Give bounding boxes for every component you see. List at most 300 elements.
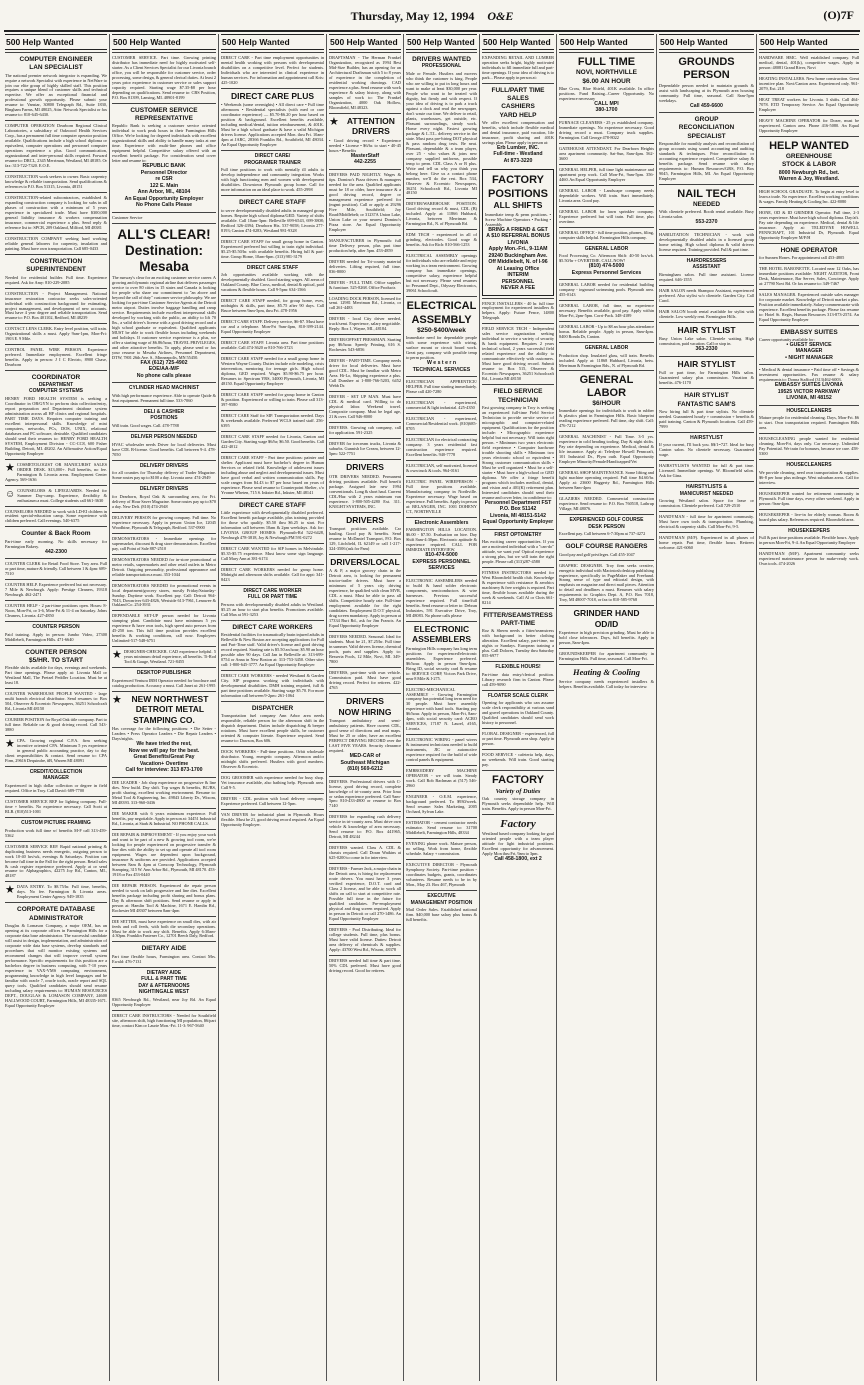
classified-ad [221,88,324,150]
ad-body: Immediate openings for individuals to work in rubber & plastics plant in Farmington Hills. Basic blueprint reading experience preferred. Full time, day shift. Call: 476-7212 [559,408,654,429]
ad-body: DRIVERS - Pool Distributing. Ideal for college students. Full time, plus bonus. Must have valid license. Duties: Detroit area delivery of chemicals & supplies. Apply: 43700 West Rd., Wixom, 48378 [329,927,401,953]
ad-body: HANDYMAN (M/F). Experienced in all phases of home repair. Part time, flexible hours. Retirees welcome. 421-6060 [659,535,754,551]
ad-title: DESK PERSON [588,523,625,530]
classified-ad [329,667,401,693]
ad-contact-line: Express Personnel Services [571,269,642,276]
classified-ad [406,838,477,859]
ad-body: ELECTRICIAN APPRENTICE/ HELPER. Full time starting immediately. Please call 420-7280 [406,379,477,394]
ad-body: Persons with developmentally disabled adults in Westland. $5.25 an hour to start plus benefits. Promotions available. Call Max at 591-3253 [221,601,324,617]
ad-body: COUNSELORS NEEDED to work with LD-EI children in resident special-education camp. Some experience with children preferred. Call evenings. 540-6375 [5,508,107,524]
classified-ad [759,243,859,263]
ad-body: GENERAL LABOR needed for residential building company - inground swimming pools. Plymouth area. 455-0143 [559,282,654,298]
classified-ad [659,460,754,481]
ad-title: DRIVERS [346,696,384,707]
ad-title: MANICURIST NEEDED [679,490,734,497]
classified-ad [559,52,654,117]
ad-title: PROGRAMER TRAINER [244,159,301,166]
ad-body: Dependable person needed to maintain grounds & assist with landscaping at its Plymouth area housing community. Full time, seasonal. Call 8am-5pm weekdays. [659,82,754,103]
classified-ad [112,691,216,777]
ad-body: GROUNDSKEEPER for apartment community in Farmington Hills. Full time, seasonal. Call Mon-Fri. [559,651,654,662]
ad-body: FLORAL DESIGNER - experienced, full or part time. Plymouth area shop. Apply in person. [482,731,554,747]
ad-contact-line: We have tried the rest, [136,741,192,748]
ad-body: DIRECT CARE STAFF needed, for group home, eves, midnights & skills, part time, $5.75 after 90 days. Call Bruce between 9am-5pm, thru Fri. 478-1956 [221,298,324,314]
column-5 [404,34,480,1381]
classified-ad [559,605,654,648]
ad-title: Heating & Cooling [572,667,641,678]
ad-body: DIRECT CARE STAFF needed for a small group home in Western Wayne County. Duties include role modeling, crisis intervention, mentoring for teenage girls. High school diploma, GED required. Wages $5.90-$6.75 per hour. Resumes to: Spectrum YRS, 34000 Plymouth, Livonia, MI 48150. Equal Opportunity Employer [221,355,324,386]
classified-ad [559,342,654,371]
ad-contact-line: FAX (612) 725-4902 [140,359,188,366]
classified-ad [406,734,477,765]
ad-body: DIE SETTER, must have experience on small dies, with air feeds and roll feeds, with both die secondary operations. Must be able to work any shift. Benefits. Apply 6:30am-4:30pm. Franklin Fastener Co., 12701 Beech Daly, Redford. [112,918,216,939]
ad-body: GENERAL LABOR - Up to $8 an hour plus attendance bonus. Reliable people. Apply in person, 8am-4pm. 8400 Ronda Dr, Canton. [559,323,654,339]
ad-contact-line: BRING A FRIEND & GET [488,226,548,233]
ad-body: DIRECT CARE INSTRUCTORS - Needed for Southfield site, afternoon shift, high functioning MI population, $6/part time, contact Kim or Laurie Mon.-Fri. 11-3: 967-5640 [112,1013,216,1029]
ad-body: Westland based company looking for goal oriented people with a team player attitude for light industrial positions. Excellent opportunity for advancement. Apply Mon thru Fri, 9am to 3pm. [482,831,554,857]
ad-body: HAIR SALON booth rental available for stylist with clientele. Low weekly rent. Farmington Hills. [659,308,754,319]
ad-body: GENERAL LABOR - Landscape company needs dependable workers. Will train. Start immediately. Livonia area. Good pay. [559,187,654,203]
ad-title: ASSEMBLY [411,313,472,326]
ad-body: CONSTRUCTION - Project Management. National insurance restoration contractor seeks sales-oriented individual with construction background for estimating, project management, and development of new accounts. Must have 4 year degree and reliable transportation. Send resume to: P.O. Box 401102, Redford, MI 48239 [5,290,107,321]
ad-body: DIRECT CARE - Part time employment opportunities in mental health working with persons with developmental disabilities on a competitive level. Perfect for students. Individuals who are interested in clinical experience in human services. For information and appointment call Kris: 425-1020 [221,55,324,85]
classified-ad [759,525,859,549]
ad-body: Growing Westland salon. Space for lease or commission. Clientele preferred. Call 729-2510 [659,498,754,509]
ad-title: DESKTOP PUBLISHER [136,670,192,677]
ad-body: With clientele preferred. Booth rental available. Busy Livonia salon. [659,209,754,220]
ad-body: Has coverage for the following positions: • Die Setter - Leaders • Press Operator Leaders • Die Repair Leaders • Days/nights. [112,726,216,742]
ad-body: DOCK WORKERS - Full-time positions. Orbit wholesale distributor. Young, energetic company. Afternoon and/or midnight shifts preferred. Hustlers with good numbers. Observer & Eccentric. [221,749,324,769]
classified-ad [221,701,324,746]
ad-title: FULL & PART TIME [141,976,187,983]
ad-contact-line: Apply Mon.-Fri., 9-11AM [488,246,548,252]
ad-title: DELI & CASHIER [143,408,185,415]
ad-body: DRIVER - CDL position with local delivery company. Experience preferred. Call between 12-5pm. [221,795,324,806]
ad-body: SALES MANAGER. Experienced outside sales manager for corporate market. Knowledge of Detroit market a plus. Position available immediately. Salary commensurate with experience. Excellent benefits package. Please fax resume to: Hotel St. Regis, Human Resources 313-873-2574. An Equal Opportunity Employer [759,291,859,322]
ad-body: HEAT TREAT workers for Livonia. 3 shifts. Call 464-7078. ETD Temporary Service. An Equal Opportunity Employer [759,96,859,112]
ad-body: DRIVER - FULL TIME. Office supplies & furniture. 525-8268. Office Products [329,279,401,290]
ad-body: GATEHOUSE ATTENDANT. For Dearborn Heights area apartment community. Sat-Sun, 8am-4pm. 562-3600 [559,145,654,161]
ad-contact-line: INTERIM [507,272,529,278]
ad-body: Transport ambulatory and semi-ambulatory patients. Have current CDL, good sense of directions and read maps. Must be 25 or older, have an excellent PERFECT DRIVING RECORD over the LAST FIVE YEARS. Security clearance required. [329,718,401,754]
date-text: Thursday, May 12, 1994 [350,9,475,23]
ad-body: FURNACE CLEANERS - 25 yr. established company. Immediate openings. No experience necessary. Good driving record a must. Company truck supplies. Farmington. Call George 478-8022 [559,119,654,140]
classified-ad [559,227,654,243]
ad-body: DRIVERS PAID NIGHTLY. Wages & tips. Domino's Pizza drivers & managers needed for the area. Qualified applicants must be 18 or older, have insurance & a good driving record, degree or management experience preferred for (mgmt position). Call or apply at 29296 Five Mile, Southfield; Joy Road/Middlebelt; or 31237A Union Lake, Union Lake or your nearest Domino's Pizza store. An Equal Opportunity Employer [329,171,401,232]
ad-body: CONSTRUCTION work seekers to owner. Basic carpentry knowledge & reliable transportation. Send qualifications & references to P.O. Box 51315, Livonia, 48151 [5,174,107,190]
classified-ad [406,575,477,621]
ad-body: EDM TECH - experienced in all of grinding, electrodes. Good wage & benefits. Ask for Rich: 810-566-1253 [406,232,477,248]
classified-ad [406,621,477,684]
ad-title: COUNTER PERSON [25,648,87,656]
ad-title: REPRESENTATIVE [135,115,193,123]
ad-title: FULL OR PART TIME [247,594,298,601]
classified-ad [221,316,324,337]
ad-body: The national premier network integrator is expanding. We require a network Specialist with experience in NetWare to join our elite group of highly skilled staff. This position requires a unique blend of customer skills and technical expertise. We offer an exceptional financial and professional growth opportunity. Please submit your resume to: Vanstar, 30800 Telegraph Rd., Suite 1830, Bingham Farms, MI 48025, Attn: Network Specialist or fax resume to: 810-645-6430. [5,72,107,118]
ad-title: HOUSECLEANERS [786,407,832,414]
classified-ad [221,410,324,431]
ad-title: NIGHTINGALE WEST [138,989,190,996]
classified-ad [112,460,216,484]
ad-body: HOUSECLEANING people wanted for residential cleaning. Mon-Fri, days only. Car necessary. Unlimited Pay Potential. We train for bonuses, because we care. 458-5300 [759,436,859,457]
ad-title: COORDINATOR [31,374,81,382]
ad-title: PERSON [683,69,730,82]
classified-ad [5,171,107,192]
classified-ad [5,766,107,796]
classified-ad [112,382,216,406]
ad-contact-line: EMBASSY SUITES LIVONIA [774,382,844,389]
ad-title: FULL/PART TIME [491,86,545,94]
ad-body: ELECTRIC PANEL WIREPERSON - Full time positions available. Manufacturing company in Northville. Experience necessary. Wage based on experience. Full benefits. Apply in person at: BELANGER, INC. 1001 DOHENY CT., NORTHVILLE [406,478,477,514]
classified-ad [659,322,754,356]
ad-body: Food Processing Co. Afternoon Shift: 40-50 hrs/wk. $5.50/hr + OVERTIME. CALL NOW! [559,253,654,264]
ad-body: Immediate temp & perm positions. • Screw Machine Operators • Packing • Assembly [485,211,551,227]
ad-body: The runway's clear for an exciting customer service career. A growing and dynamic regional airline that delivers passenger service to over 80 cities in 15 states and Canada is looking for people who share our commitment to "an above and beyond the call of duty" customer service philosophy. We are looking for part-time Customer Service Agents at the Detroit metro airport. Duties involve baggage handling and ramp service. Requirements include excellent interpersonal skills developed by working with the public, an ability to lift 70 lbs., a valid driver's license with a good driving record and a high school graduate or equivalent. Qualified applicants MUST be able to work flexible hours including weekends and holidays. If customer service experience is a plus, we offer a starting wage of $6.86/hour, TRAVEL PRIVILEGES, and other attractive benefits. To apply, please send or fax your resume to Mesaba Airlines, Personnel Department, DTW, 7801 26th Ave. S., Minneapolis, MN 55450. [112,275,216,360]
classified-ad [482,323,554,384]
ad-body: LOADING DOCK PERSON, licensed for semi. 12981 Merriman Rd., Livonia, or call 261-4483 [329,295,401,311]
ad-title: DAY & AFTERNOONS [138,982,190,989]
classified-ad [112,967,216,1010]
ad-title: EXPERIENCED GOLF COURSE [569,517,644,524]
classified-ad [329,355,401,391]
ad-body: VAN DRIVER for industrial plant in Plymouth. Hours flexible. Must be 21, good driving record required. An Equal Opportunity Employer. [221,811,324,827]
classified-ad [112,512,216,533]
ad-contact-line: TECHNICAL SERVICES [412,366,471,373]
ad-body: A & P, a major grocery chain in the Detroit area, is looking for permanent tractor-trailer drivers. Must have a minimum of 5 years city driving experience, be qualified with clean MVR, CDL a must. Must be able to pass all shifts. Competitive hourly rate. Full-time employment available for the right candidates. Employment D.O.T physical, drug screen mandatory. Apply in person at 17334 Burt Rd., ask for Jim Francis. An Equal Opportunity Employer [329,568,401,629]
ad-title: CONSTRUCTION [29,258,83,266]
classified-ad [221,337,324,353]
ad-body: ELECTRICAL ASSEMBLY openings for individuals who are reliable and enjoy working in a team environment. Growing company has immediate openings, competitive salary, experience helpful but not necessary. Please send resumes to: Personnel Dept., Odyssey Electronics, 39061 Schoolcraft. [406,253,477,294]
ad-body: • Medical & dental insurance • Paid time off • Savings & investment opportunities. Fax resume & salary requirements to: Donna Stafford (313)462-6003. [759,367,859,383]
ad-body: HAIR SALON needs Shampoo Assistant, experienced preferred. Also stylist w/o clientele. Garden City. Call Carol. [659,287,754,303]
ad-body: Roz & Sherm needs a fitter/seamstress with background in better clothing alteration. Excellent salary, part-time, no nights or Sundays. European training a plus. Call Dolores, Tuesday thru Saturday 855-6977 [482,628,554,659]
classified-ad [329,293,401,314]
ad-contact-line: 363-2330 [695,346,718,353]
ad-body: Immediate need for dependable people with some experience with wiring, surface mount or circuit board work. Great pay, company with possible temp to perm position. [406,335,477,361]
ad-body: HANDYMAN (M/F). Apartment community seeks experienced maintenance person for make-ready work. Own tools. 474-2026 [759,551,859,567]
classified-ad [559,321,654,342]
classified-ad [482,384,554,528]
ad-body: DRIVER - PART-TIME. Company needs driver for local deliveries. Must have good CDL. Must be familiar with Metro Area. Hi-Lo, Shipping experience a plus. Call Dunshee at 1-800-766-5203, 6452 Webb Dr. [329,358,401,389]
classified-ad [112,777,216,808]
classified-ad [112,646,216,667]
ad-contact-line: NEVER A FEE [500,285,536,291]
classified-ad [5,323,107,344]
ad-contact-line: REPUBLIC BANK [142,163,186,170]
classified-ad [759,136,859,186]
ad-title: DRIVERS [346,462,384,473]
classified-ad [559,164,654,185]
classified-ad [759,488,859,509]
ad-title: FIRST OPTOMETRY [494,531,542,538]
ad-title: DRIVERS/LOCAL [330,556,400,567]
ad-body: DRIVERS - Farmer Jack, a major chain in the Detroit area, is hiring for replacement route drivers. You must have 3 years verified experience, D.O.T. card and Class 2 license, and be able to work all shifts on call to start at competitive rate. Possible full time in the future for qualified candidates. Pre-employment physical and drug screen required. Apply in person in Detroit or call 270-1486. An Equal Opportunity Employer [329,866,401,922]
classified-ad [329,169,401,235]
ad-title: Counter & Back Room [21,530,91,538]
classified-ad [112,667,216,691]
ad-body: COURIER POSITION for Royal Oak title company. Part to full time. Reliable car & good driving record. Call 543-3880 [5,717,107,732]
classified-ad [759,52,859,73]
classified-ad [329,842,401,863]
classified-ad [221,150,324,195]
classified-ad [5,714,107,735]
ad-title: HAIR STYLIST [677,358,736,369]
classified-ad [482,529,554,568]
ad-body: Opening for applicants who can assume scale clerk responsibility at various sand and gravel operations in Oakland County. Qualified candidates should send work history to personnel. [482,700,554,726]
ad-contact-line: • GUEST SERVICE [786,341,832,348]
ad-body: Little experience with developmentally disabled preferred. Excellent benefit package available, plus training provided for those who qualify. $5.50 thru $6.25 to start. For information call between 10am & 2pm weekdays. Ask for: LIVONIA GROUP HOMES: Plymouth-Rd 522-6428, Newburgh 478-3818, Joy & Newburgh PM 591-0272 [221,509,324,540]
ad-body: ENGINEER - O.E.M. experience, background preferred. To $930/week. Send resume: Sales Marketing, 2005 Orchard, Sylvan Lake. [406,794,477,815]
classified-ad [659,52,754,112]
ad-title: STAMPING CO. [133,714,195,725]
ad-title: PART-TIME [500,620,536,628]
ad-body: DATA ENTRY. To $8.75/hr. Full time, benefits, days. No fee. Farmington & Livonia areas. Employment Center Agency. 949-1835 [16,884,107,900]
ad-body: Responsible for monthly analysis and reconciliation of group accounts using sound accounting and auditing standards & techniques. Prior reconciliation or accounting experience required. Competitive salary & benefits package. Send resume with salary requirements to: Human Resources/GRS, P.O. Box 9045, Farmington Hills, MI. An Equal Opportunity Employer [659,140,754,181]
classified-ad [759,94,859,115]
classified-ad [559,664,654,691]
classified-ad [221,746,324,772]
classified-ad [5,344,107,370]
ad-title: DIETARY AIDE [146,969,182,976]
ad-contact-line: MED-CAR of [349,753,381,760]
ad-body: Transportation fuel company Ann Arbor area needs responsible, reliable person for the afternoon shift in the dispatch department. Duties include dispatching & beeper rotations. Must have excellent people skills, be customer oriented & computer literate. Experience required. Send resume to: Dawson, Box 606. [221,713,324,744]
classified-ad [5,688,107,714]
ad-body: MANUFACTURER in Plymouth: full time Delivery person, plus part time production help, after 5pm. 453-4859 [329,237,401,253]
classified-ad [559,243,654,280]
ad-body: Service company needs experienced installers & helpers. Benefits available. Call today for interview. [559,678,654,689]
ad-title: NEEDED [692,201,721,209]
ad-body: COSMETOLOGIST OR MANICURIST SALES ORDER DESK. $13,000+. Full benefits, no fee. Farmington & Livonia areas. Employment Center Agency. 569-1636 [5,461,107,482]
classified-ad [406,250,477,296]
ad-title: DELIVER PERSON NEEDED [130,434,198,441]
ad-body: CUSTOMER SERVICE REP for lighting company. Full-time + benefits. No experience necessary. Call Scott at RLB. (810)513-1001 [5,799,107,815]
ad-title: HAIRSTYLIST [690,434,723,441]
ad-title: Mesaba [139,258,189,274]
classified-ad [406,198,477,229]
ad-body: DEPENDABLE SET-UP person needed for Livonia stamping plant. Candidate must have minimum 5 yrs experience & have own tools, high speed auto presses from 45-250 ton. This full time position provides excellent benefits & working conditions, call now. Employees Unlimited-517-548-6751 [112,613,216,644]
ad-title: CORPORATE DATABASE [17,906,95,914]
ad-title: Electronic Assemblers [414,519,469,526]
classified-columns [0,32,864,1381]
ad-title: ELECTRICAL [406,300,477,313]
classified-ad [5,526,107,558]
ad-contact-line: MasterStaff [350,152,380,159]
ad-contact-line: No phone calls please [136,372,192,379]
classified-ad [559,539,654,559]
ad-body: Farmington Hills company has long term positions for experienced/electronic assemblers. Experience preferred. $6/hour. Apply in person 9am-4pm. Bring ID, social security card & resume to: SERVICE CORP, Victors Park Drive, near 8 Mile & I-275. [406,645,477,681]
ad-body: DOG GROOMER with experience needed for busy shop. Vet insurance available, also bathing help. Plymouth area. Call 9-5. [221,774,324,790]
ad-title: PROFESSIONAL [421,63,462,70]
ad-contact-line: Personnel Director [140,169,188,176]
column-header: 500 Help Wanted [329,34,401,50]
ad-title: RECONCILIATION [678,124,735,132]
ad-body: DIRECT CARE STAFF for small group home in Canton. Experienced preferred but willing to train right individual. $5.25-$5.50/hr. with available benefits. Hiring full & part-time. Group Home, 10am-6pm. (313) 981-3179 [221,238,324,259]
ad-body: GENERAL OFFICE - full time position, phones, filing, computer skills helpful. Farmington Hills company. [559,229,654,240]
ad-title: FACTORY [492,774,544,787]
ad-title: HAIR STYLIST [684,392,729,400]
classified-ad [5,579,107,600]
ad-contact-line: 442-2300 [45,548,67,555]
ad-title: $6.00 AN HOUR [582,77,631,85]
ad-body: HOUSEKEEPER - live-in for elderly woman. Room & board plus salary. References required. Bloomfield area. [759,511,859,522]
ad-body: THE HOTEL BARONETTE. Located near 12 Oaks, has immediate positions available: NIGHT AUDITOR, Front Desk, Maintenance, Bar Server, Sales, Concierge. Apply at: 27790 Novi Rd. Or fax resume to: 349-7467 [759,265,859,286]
classified-ad [406,397,477,413]
classified-ad [559,467,654,493]
classified-ad [221,452,324,498]
ad-contact-line: An Equal Opportunity Employer [124,195,204,202]
ad-title: NOVI, NORTHVILLE [575,69,638,77]
classified-ad [406,476,477,517]
star-icon: ★ [329,115,339,128]
ad-body: CPA. Growing regional C.P.A. firm seeking incentive oriented CPA. Minimum 5 yrs experience in general public accounting practice, day to day client responsibilities & contact. Send resume to: CPA Firm, 29616 Dequindre, #B, Warren MI 48091 [5,737,107,763]
ad-body: Experienced in high dollar collection or degree in field required. Office in Troy. Call David: 689-7700 [5,783,107,794]
ad-contact-line: Vacation+ Overtime [139,760,189,767]
ad-title: MANAGER [43,775,69,782]
ad-contact-line: Call 458-1800, ext 2 [494,856,542,863]
classified-ad [406,817,477,838]
classified-ad [482,728,554,749]
classified-ad [406,859,477,890]
classified-ad [659,356,754,388]
ad-body: DIE MAKER with 6 years minimum experience. Full benefits, pay negotiable. Apply in person at: 34451 Industrial Rd., Livonia, at Stark & Industrial. NO PHONE CALLS. [112,810,216,826]
ad-contact-line: Southeast Michigan [340,759,390,766]
ad-title: GREENHOUSE [785,153,833,161]
ad-body: Part-time early morning. No skills necessary for Farmington Bakery. [5,538,107,549]
classified-ad [329,811,401,842]
ad-title: FANTASTIC SAM'S [677,400,736,408]
ad-title: HONE OPERATOR [780,246,838,254]
ad-body: Now hiring full & part time stylists. No clientele needed. Guaranteed hourly + commission + benefits & paid training. Canton & Plymouth locations. Call 459-7999 [659,408,754,429]
ad-title: GROUP [694,116,719,124]
classified-ad [482,770,554,814]
classified-ad [221,793,324,809]
ad-body: HEATING INSTALLERS. New home construction. Great incentive plan. Novi/Canton area. Experienced only. 961-2079, Ext. 218 [759,75,859,91]
column-header: 500 Help Wanted [482,34,554,50]
column-2 [110,34,219,1381]
classified-ad [221,195,324,235]
ad-title: TECHNICIAN [497,396,539,404]
ad-body: DESIGNER-CHECKER. CAD experience helpful. 5 years minimum detail experience, all benefits. Ti-Rod Tool & Gauge, Westland. 721-8455 [123,649,216,665]
ad-body: COUNTER CLERK for Retail Food Store. Troy area. Full or part time, mature & friendly. Call between 1 & 4pm: 689-7510 [5,561,107,577]
classified-ad [329,391,401,422]
ad-body: ESTIMATOR - cement contractor needs estimator. Send resume to: 31700 Middlebelt, Farmington Hills, 48334 [406,820,477,836]
ad-title: GENERAL LABOR [584,245,629,252]
ad-body: Customer Service [112,214,143,220]
column-header: 500 Help Wanted [5,34,107,50]
classified-ad [221,772,324,793]
ad-body: Job opportunities available working with the developmentally disabled. Good starting wages. All areas of Oakland County. Blue Cross, medical, dental & optical, paid vacations & flexible hours. Call 9-5pm: 634-1566 [221,272,324,293]
ad-contact-line: At Leasing Office [496,265,540,272]
ad-title: EMBASSY SUITES [780,328,838,336]
ad-contact-line: PERSONNEL [501,278,535,285]
ad-title: ADMINISTRATOR [29,914,83,922]
classified-ad [5,192,107,233]
ad-body: ELECTRO-MECHANICAL ASSEMBLY - Growing Farmington company has potential long term need for 30 people. Must have assembly experience with hand tools. Starting pay $6/hour. Apply in person, Mon-Fri, 8am-4pm, with social security card: ACRO SERVICES, 17187 N. Laurel, #165, Livonia. [406,686,477,732]
ad-body: Birmingham salon. Full time assistant. License required. 646-1555 [659,271,754,282]
classified-ad [759,433,859,459]
ad-contact-line: 442-2255 [354,159,376,166]
ad-body: HENRY FORD HEALTH SYSTEM is seeking a Coordinator in OB/GYN to perform data collection/entry, report preparation and Department database system administration across all HF clinics and regional hospitals. PART TIME DAYS. Requires computer training and excellent interpersonal skills. Knowledge of mini computers, networks, PCs, DOS, UNIX, relational databases and PC software, desirable. Qualified candidates should send their resumes to: HENRY FORD HEALTH SYSTEM, Employment Division - CC-CC8, 600 Fisher Building, Detroit, MI. 48202. An Affirmative Action/Equal Opportunity Employer [5,395,107,456]
ad-title: DEPARTMENT [38,381,74,388]
ad-title: DRIVERS [352,126,390,137]
ad-body: Mail Order Sales. Established national firm. $40,000 base salary plus bonus & full benefits. [406,907,477,923]
ad-contact-line: 553-2370 [695,219,718,226]
ad-title: GOLF COURSE RANGERS [565,543,648,551]
classified-ad [406,434,477,460]
ad-body: COUNTER WAREHOUSE PEOPLE WANTED - large multi branch electrical distributor. Send resumes to: Box 504, Observer & Eccentric Newspapers, 36251 Schoolcraft Rd., Livonia MI 48150 [5,691,107,712]
ad-title: LAN SPECIALIST [29,64,83,72]
classified-ad [329,256,401,277]
classified-ad [759,509,859,525]
classified-ad [5,288,107,324]
ad-title: SUPERINTENDENT [26,266,86,274]
ad-body: GENERAL LABOR, full time, no experience necessary. Benefits available, good pay. Apply within Mon-Fri, 2pm-5pm. Corri-Pack. 348-4189 [559,303,654,318]
ad-title: ALL'S CLEAR! [117,226,211,242]
column-header: 500 Help Wanted [659,34,754,50]
ad-body: GENERAL LABOR for lawn sprinkler company. Experience preferred but will train. Full time, plus overtime. [559,208,654,224]
classified-ad [406,684,477,735]
ad-contact-line: Warren & Joy, Westland. [778,176,840,183]
ad-title: DRIVERS [346,514,384,525]
ad-title: OD/ID [594,618,619,629]
column-3 [219,34,327,1381]
ad-body: FIELD SERVICE TECH - Independent sales service organization seeking individual to service a variety of security & bank equipment. Requires 2 years technical school, 2 years successful field related experience and the ability to communicate effectively with customers. Must have good driving record. Submit resume to: Box 515, Observer & Eccentric Newspapers, 36251 Schoolcraft Rd., Livonia MI 48150 [482,326,554,382]
classified-ad [5,485,107,506]
ad-contact-line: CALL MPI [594,100,619,107]
ad-body: Has exciting career opportunities. If you are a motivated individual with a "can-do" attitude, we want you! Optical experience a strong plus, but we will train the right people. Please call (313)287-4580 [482,539,554,565]
ad-body: Flexible shifts available for days, evenings and weekends. Part time openings. Please apply at: Livonia Mall or Westland Mall, The Pretzel Peddler Location. Must be at least 18. [5,665,107,686]
ad-title: $6/HOUR [592,400,621,408]
page-header [4,0,860,32]
classified-ad [659,511,754,532]
ad-contact-line: Ann Arbor, MI., 48104 [137,189,191,196]
classified-ad [5,233,107,254]
ad-body: OTR DRIVERS NEEDED. Permanent driving positions available. Full benefit package. Assigned late new 1994 conventionals. Long & short haul. Current CDL/Haz with 2 years minimum van experience. 1-800-505-4280 Ext. 311. KNIGHT SYSTEMS, INC. [329,473,401,509]
ad-title: ELECTRONIC [413,623,470,634]
column-header: 500 Help Wanted [221,34,324,50]
classified-ad [329,438,401,459]
ad-body: Male or Female. Hustlers and movers who think the customer is king. People who are willing to put in long hours and want to make at least $30,000 per year. People who want to be treated with dignity, but firmly and with respect. If your idea of driving is to park a truck against a dock and read the newspaper, don't waste our time. We deliver to retail, plants, warehouses, get outside, etc. Pleasant surroundings, steady work. Home every night. Fastest growing package & L.T.L. delivery service in the state. Must pass pre-hiring DOT physical & pass random drug tests. Be neat. Pleasant, dependable & a team player, over 25 - who values & joins new company supplied uniforms, possible temp to perm. CDL Class A or B plus. Write and tell us why you think you belong here. Give us a contact phone number, we'll do the rest. Box 534, Observer & Eccentric Newspapers, 36251 Schoolcraft Rd., Livonia MI 48150 [406,70,477,196]
ad-body: Needed for residential builder. Full time. Experience required. Ask for Amy: 810-229-2085 [5,274,107,285]
classified-ad [5,735,107,766]
classified-ad [112,52,216,103]
ad-title: CASHIERS [501,103,535,111]
ad-title: Destination: [124,242,203,258]
classified-ad [329,52,401,113]
ad-body: DRIVERS, part-time with own vehicle. Commission paid. Must have good driving record. Perfect for retirees. 422-4765 [329,670,401,691]
ad-title: $250-$400/week [417,326,466,334]
ad-title: DIRECT CARE WORKER [243,587,302,594]
ad-body: DRIVER - local City driver needed, truck/semi. Experience, salary negotiable. Reply: Box 1, Wayne, MI., 48184. [329,316,401,332]
ad-body: DIRECT CARE Staff for SIP. Transportation needed. Days & weekends available. Preferred WCLS trained staff. 256-6395 [221,412,324,428]
column-4 [327,34,404,1381]
ad-body: ELECTRONIC WIRING - panel wirers & instrument technicians needed to build instruments, JIC or automotive experience required for the build of wide control panels & equipment. [406,737,477,763]
ad-title: POSITIONS [488,187,548,200]
classified-ad [482,83,554,167]
ad-title: Variety of Duties [495,787,541,795]
classified-ad [5,558,107,579]
classified-ad [559,514,654,539]
ad-title: HELP WANTED [769,139,849,152]
classified-ad [112,880,216,916]
classified-ad [559,370,654,431]
ad-title: DIRECT CARE STAFF [239,501,306,509]
classified-ad [5,120,107,171]
ad-body: Career opportunity available for: [759,336,815,342]
classified-ad [406,413,477,434]
ad-contact-line: Call 459-6600 [690,102,723,109]
classified-ad [559,560,654,606]
ad-contact-line: Call for interview: 313 873-1700 [125,767,203,774]
